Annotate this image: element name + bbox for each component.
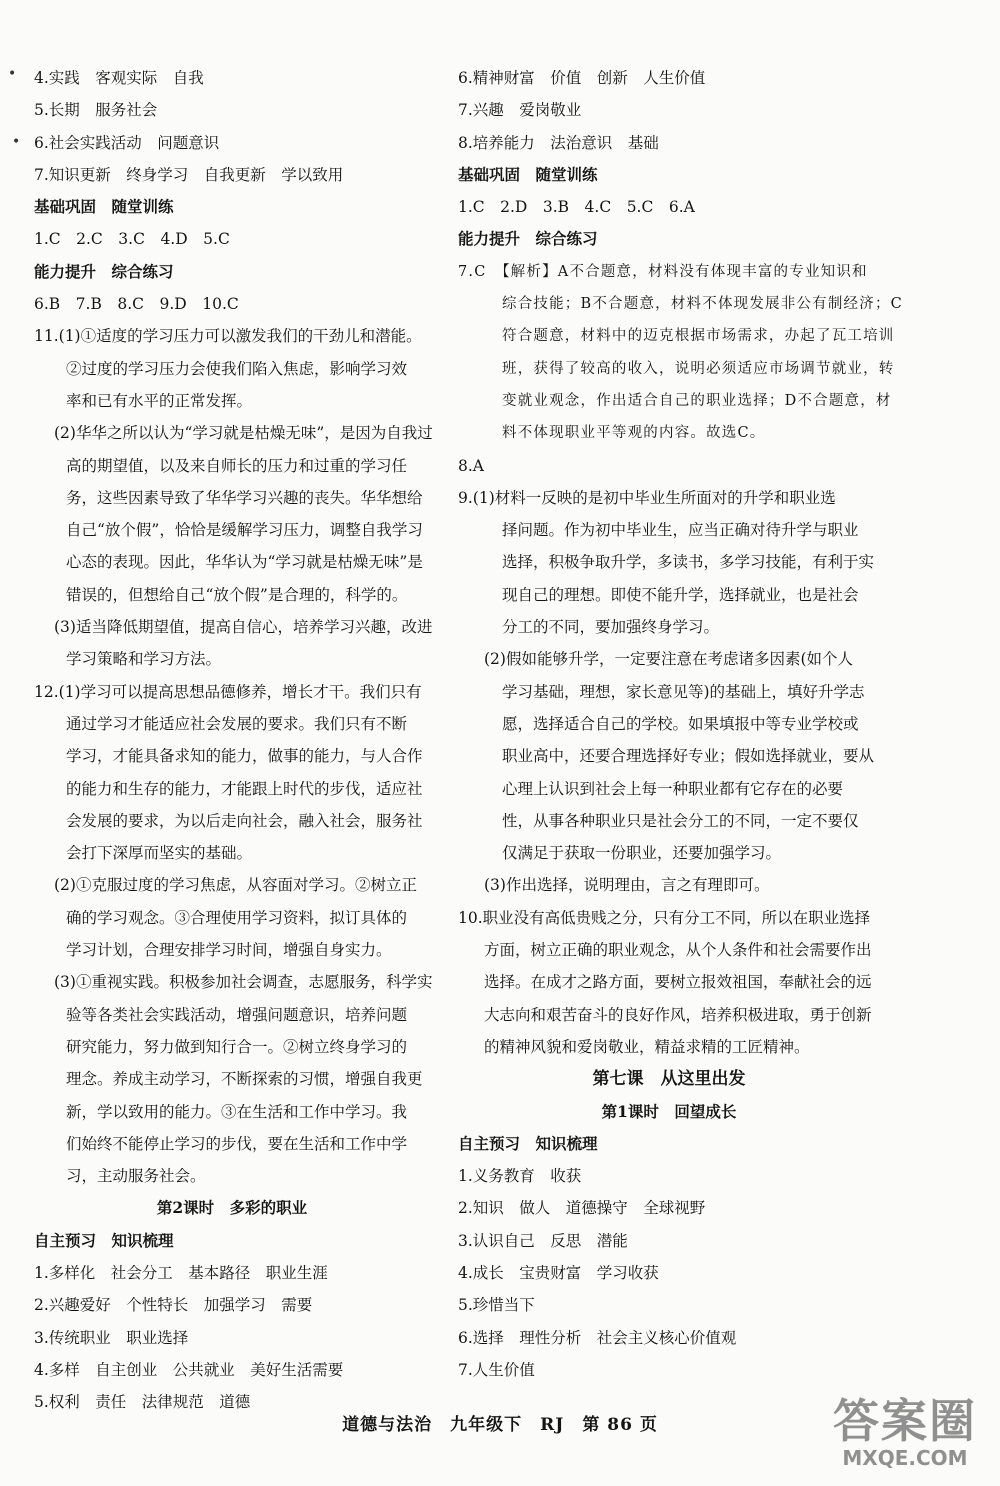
answer-line: 分工的不同，要加强终身学习。	[502, 618, 720, 637]
analysis-line: 综合技能；B不合题意，材料不体现发展非公有制经济；C	[502, 296, 903, 313]
answer-line: 率和已有水平的正常发挥。	[66, 391, 253, 410]
answer-line: 们始终不能停止学习的步伐，要在生活和工作中学	[66, 1134, 408, 1153]
site-watermark	[820, 1395, 990, 1475]
answer-line: 5.珍惜当下	[458, 1296, 535, 1315]
answer-line: 学习，才能具备求知的能力，做事的能力，与人合作	[66, 747, 423, 766]
answer-line: 方面，树立正确的职业观念，从个人条件和社会需要作出	[484, 941, 872, 960]
analysis-line: 符合题意，材料中的迈克根据市场需求，办起了瓦工培训	[502, 328, 895, 345]
answer-line: 5.权利 责任 法律规范 道德	[34, 1393, 251, 1412]
section-heading: 能力提升 综合练习	[34, 261, 174, 281]
answer-line: 择问题。作为初中毕业生，应当正确对待升学与职业	[502, 521, 859, 540]
answer-line: 1.多样化 社会分工 基本路径 职业生涯	[34, 1263, 328, 1282]
answer-line: 的能力和生存的能力，才能跟上时代的步伐，适应社	[66, 779, 423, 798]
section-heading: 能力提升 综合练习	[458, 229, 598, 249]
answer-line: (3)适当降低期望值，提高自信心，培养学习兴趣，改进	[54, 618, 433, 637]
answer-line: 4.实践 客观实际 自我	[34, 69, 204, 87]
answer-line: 3.传统职业 职业选择	[34, 1328, 189, 1347]
answer-line: 学习基础，理想，家长意见等)的基础上，填好升学志	[502, 682, 865, 701]
answer-line: 心理上认识到社会上每一种职业都有它存在的必要	[502, 779, 844, 798]
answer-line: 6.社会实践活动 问题意识	[34, 133, 220, 152]
answer-line: 11.(1)①适度的学习压力可以激发我们的干劲儿和潜能。	[34, 327, 422, 346]
analysis-line: 变就业观念，作出适合自己的职业选择；D不合题意，材	[502, 392, 892, 409]
answer-line: (3)①重视实践。积极参加社会调查，志愿服务，科学实	[54, 973, 433, 992]
answer-line: (2)①克服过度的学习焦虑，从容面对学习。②树立正	[54, 876, 417, 895]
answer-line: ②过度的学习压力会使我们陷入焦虑，影响学习效	[66, 359, 408, 378]
answer-line: 愿，选择适合自己的学校。如果填报中等专业学校或	[502, 714, 859, 733]
answer-line: 6.B 7.B 8.C 9.D 10.C	[34, 295, 239, 314]
answer-line: 研究能力，努力做到知行合一。②树立终身学习的	[66, 1037, 408, 1056]
answer-line: 4.成长 宝贵财富 学习收获	[458, 1263, 659, 1282]
answer-line: 通过学习才能适应社会发展的要求。我们只有不断	[66, 714, 408, 733]
lesson-heading: 第1课时 回望成长	[601, 1101, 737, 1121]
analysis-line: 7.C 【解析】A不合题意，材料没有体现丰富的专业知识和	[458, 263, 868, 280]
answer-line: 7.人生价值	[458, 1360, 535, 1379]
answer-line: 确的学习观念。③合理使用学习资料，拟订具体的	[66, 908, 408, 927]
answer-line: 学习计划，合理安排学习时间，增强自身实力。	[66, 941, 392, 960]
answer-line: 会打下深厚而坚实的基础。	[66, 844, 253, 863]
section-heading: 基础巩固 随堂训练	[34, 197, 174, 217]
answer-line: 1.C 2.D 3.B 4.C 5.C 6.A	[458, 198, 695, 217]
answer-line: (2)假如能够升学，一定要注意在考虑诸多因素(如个人	[484, 650, 854, 669]
answer-line: 仅满足于获取一份职业，还要加强学习。	[502, 844, 782, 863]
answer-line: 心态的表现。因此，华华认为“学习就是枯燥无味”是	[66, 553, 423, 572]
answer-line: 8.A	[458, 456, 484, 475]
answer-line: 性，从事各种职业只是社会分工的不同，一定不要仅	[502, 811, 859, 830]
answer-line: 新，学以致用的能力。③在生活和工作中学习。我	[66, 1102, 408, 1121]
answer-line: 理念。养成主动学习，不断探索的习惯，增强自我更	[66, 1070, 423, 1089]
answer-line: 现自己的理想。即使不能升学，选择就业，也是社会	[502, 585, 859, 604]
section-heading: 基础巩固 随堂训练	[458, 164, 598, 184]
answer-line: 4.多样 自主创业 公共就业 美好生活需要	[34, 1360, 344, 1379]
answer-line: 大志向和艰苦奋斗的良好作风，培养积极进取，勇于创新	[484, 1005, 872, 1024]
answer-line: 2.兴趣爱好 个性特长 加强学习 需要	[34, 1296, 313, 1315]
watermark-logo: 答案圈	[833, 1394, 977, 1448]
answer-line: 自己“放个假”，恰恰是缓解学习压力，调整自我学习	[66, 521, 423, 540]
answer-line: 职业高中，还要合理选择好专业；假如选择就业，要从	[502, 747, 875, 766]
answer-line: 验等各类社会实践活动，增强问题意识，培养问题	[66, 1005, 408, 1024]
answer-line: 12.(1)学习可以提高思想品德修养，增长才干。我们只有	[34, 682, 422, 701]
answer-line: 选择。在成才之路方面，要树立报效祖国，奉献社会的远	[484, 973, 872, 992]
answer-line: 3.认识自己 反思 潜能	[458, 1231, 628, 1250]
margin-dot: •	[12, 134, 21, 150]
answer-line: 9.(1)材料一反映的是初中毕业生所面对的升学和职业选	[458, 488, 836, 507]
lesson-heading: 第2课时 多彩的职业	[156, 1198, 308, 1218]
answer-line: 会发展的要求，为以后走向社会，融入社会，服务社	[66, 811, 423, 830]
margin-dot: •	[8, 66, 17, 82]
answer-line: 10.职业没有高低贵贱之分，只有分工不同，所以在职业选择	[458, 908, 871, 927]
left-column	[22, 62, 442, 1418]
answer-line: 1.义务教育 收获	[458, 1167, 582, 1186]
answer-line: 6.选择 理性分析 社会主义核心价值观	[458, 1328, 737, 1347]
analysis-line: 班，获得了较高的收入，说明必须适应市场调节就业，转	[502, 360, 895, 377]
right-column	[458, 62, 903, 1386]
answer-line: 高的期望值，以及来自师长的压力和过重的学习任	[66, 456, 408, 475]
answer-line: 5.长期 服务社会	[34, 101, 158, 120]
answer-line: 2.知识 做人 道德操守 全球视野	[458, 1199, 706, 1218]
section-heading: 自主预习 知识梳理	[458, 1133, 598, 1153]
answer-line: 务，这些因素导致了华华学习兴趣的丧失。华华想给	[66, 488, 423, 507]
analysis-line: 料不体现职业平等观的内容。故选C。	[502, 425, 766, 442]
answer-line: 错误的，但想给自己“放个假”是合理的，科学的。	[66, 585, 408, 604]
watermark-url: MXQE.COM	[842, 1446, 968, 1470]
answer-line: 选择，积极争取升学，多读书，多学习技能，有利于实	[502, 553, 875, 572]
answer-line: (3)作出选择，说明理由，言之有理即可。	[484, 876, 770, 895]
answer-line: 8.培养能力 法治意识 基础	[458, 133, 659, 152]
answer-line: 习，主动服务社会。	[66, 1167, 206, 1186]
answer-line: 7.兴趣 爱岗敬业	[458, 101, 582, 120]
answer-line: 6.精神财富 价值 创新 人生价值	[458, 69, 706, 87]
answer-line: (2)华华之所以认为“学习就是枯燥无味”，是因为自我过	[54, 424, 433, 443]
answer-line: 学习策略和学习方法。	[66, 650, 222, 669]
answer-line: 1.C 2.C 3.C 4.D 5.C	[34, 230, 230, 249]
section-heading: 自主预习 知识梳理	[34, 1230, 174, 1250]
answer-line: 7.知识更新 终身学习 自我更新 学以致用	[34, 165, 344, 184]
page-footer: 道德与法治 九年级下 RJ 第 86 页	[342, 1415, 658, 1435]
chapter-heading: 第七课 从这里出发	[592, 1069, 746, 1090]
answer-line: 的精神风貌和爱岗敬业，精益求精的工匠精神。	[484, 1037, 810, 1056]
